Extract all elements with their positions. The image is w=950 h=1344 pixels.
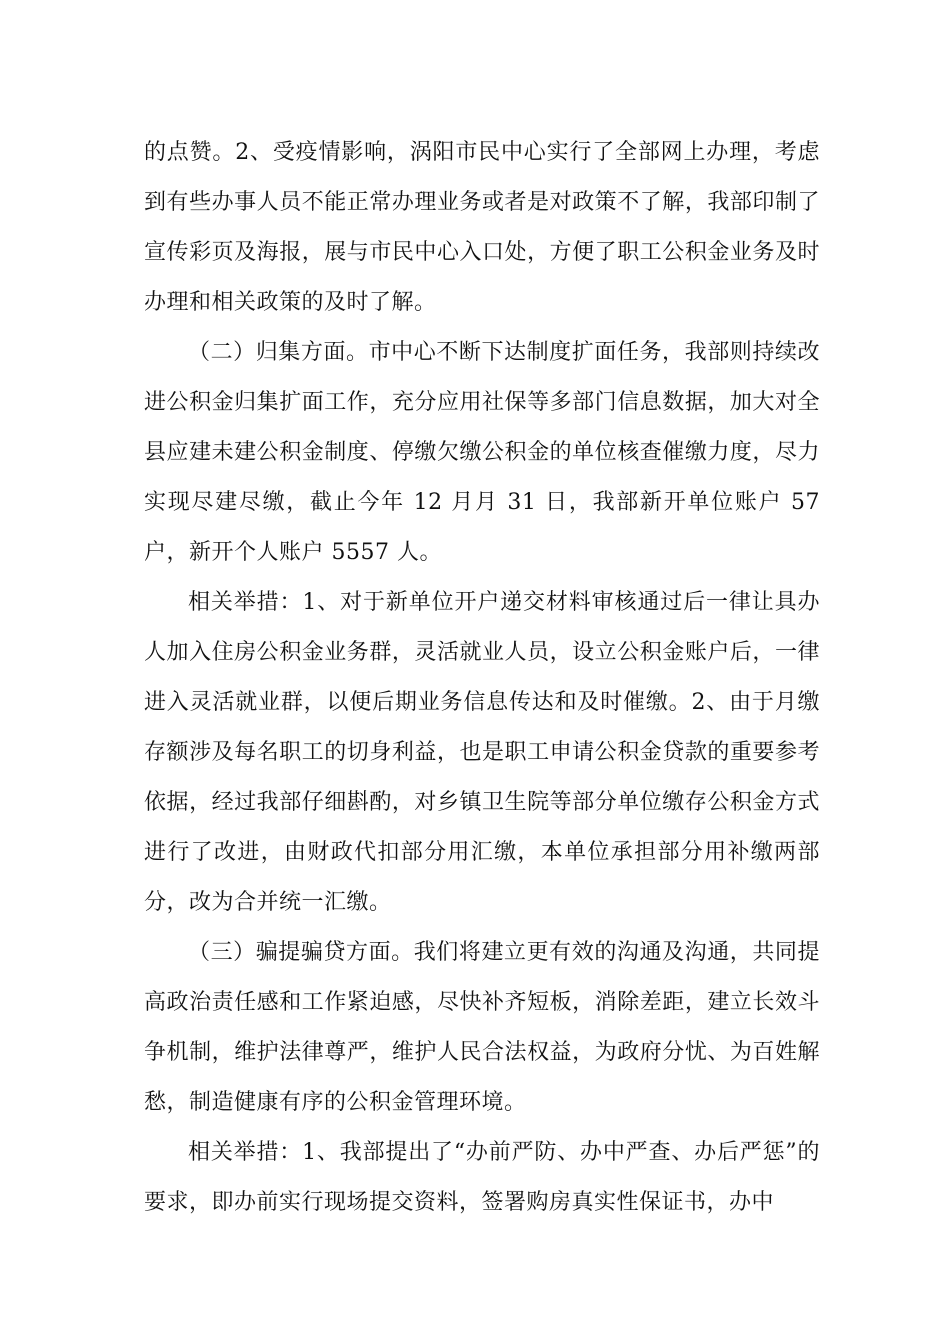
paragraph-4: （三）骗提骗贷方面。我们将建立更有效的沟通及沟通，共同提高政治责任感和工作紧迫感，尽快补齐短板，消除差距，建立长效斗争机制，维护法律尊严，维护人民合法权益，为政府分忧、为百姓解愁，制造健康有序的公积金管理环境。 <box>144 940 820 1115</box>
paragraph-1: 的点赞。2、受疫情影响，涡阳市民中心实行了全部网上办理，考虑到有些办事人员不能正常办理业务或者是对政策不了解，我部印制了宣传彩页及海报，展与市民中心入口处，方便了职工公积金业务及时办理和相关政策的及时了解。 <box>144 140 820 315</box>
paragraph-2: （二）归集方面。市中心不断下达制度扩面任务，我部则持续改进公积金归集扩面工作，充分应用社保等多部门信息数据，加大对全县应建未建公积金制度、停缴欠缴公积金的单位核查催缴力度，尽力实现尽建尽缴，截止今年 12 月月 31 日，我部新开单位账户 57 户，新开个人账户 5557 人。 <box>144 340 820 565</box>
paragraph-3: 相关举措：1、对于新单位开户递交材料审核通过后一律让具办人加入住房公积金业务群，灵活就业人员，设立公积金账户后，一律进入灵活就业群，以便后期业务信息传达和及时催缴。2、由于月缴存额涉及每名职工的切身利益，也是职工申请公积金贷款的重要参考依据，经过我部仔细斟酌，对乡镇卫生院等部分单位缴存公积金方式进行了改进，由财政代扣部分用汇缴，本单位承担部分用补缴两部分，改为合并统一汇缴。 <box>144 590 820 915</box>
document-body <box>144 128 820 1228</box>
paragraph-5: 相关举措：1、我部提出了“办前严防、办中严查、办后严惩”的要求，即办前实行现场提交资料，签署购房真实性保证书，办中 <box>144 1140 820 1215</box>
